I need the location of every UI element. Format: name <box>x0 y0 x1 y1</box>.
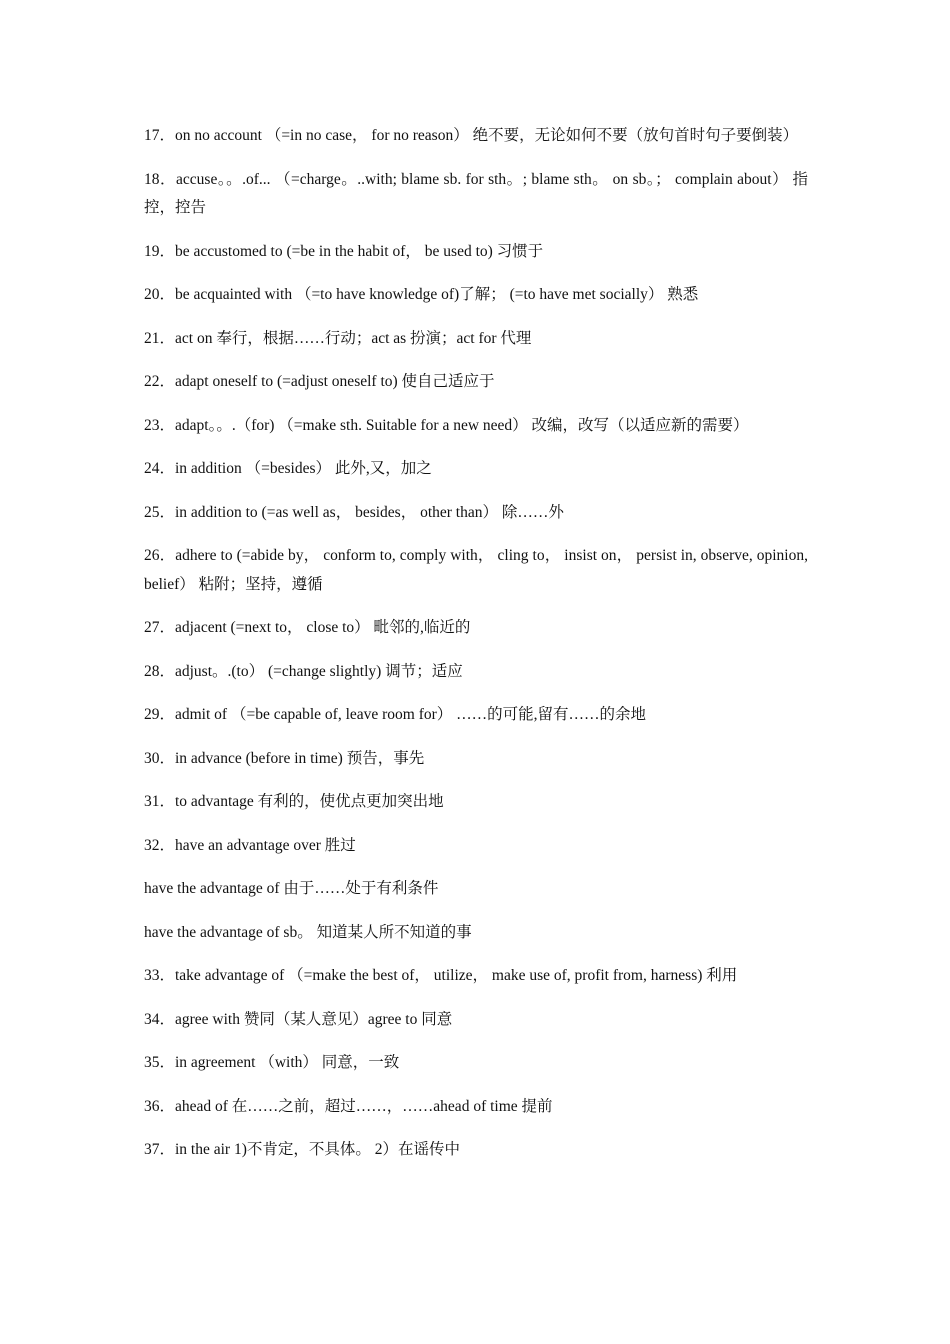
entry-24: 24．in addition （=besides） 此外,又，加之 <box>144 460 432 477</box>
entry-37: 37．in the air 1)不肯定，不具体。 2）在谣传中 <box>144 1141 461 1158</box>
entry-28: 28．adjust。.(to） (=change slightly) 调节；适应 <box>144 662 463 680</box>
entry-36: 36．ahead of 在……之前，超过……，……ahead of time 提前 <box>144 1097 553 1115</box>
entry-21: 21．act on 奉行，根据……行动；act as 扮演；act for 代理 <box>144 329 532 347</box>
entry-32-sub-1: have the advantage of 由于……处于有利条件 <box>144 880 439 897</box>
entry-32-sub-2: have the advantage of sb。 知道某人所不知道的事 <box>144 923 472 941</box>
entry-29: 29．admit of （=be capable of, leave room for） ……的可能,留有……的余地 <box>144 706 647 723</box>
entry-31: 31．to advantage 有利的，使优点更加突出地 <box>144 793 444 810</box>
entry-33: 33．take advantage of （=make the best of， utilize， make use of, profit from, harness) 利用 <box>144 967 738 984</box>
entry-26: 26．adhere to (=abide by， conform to, comply with， cling to， insist on， persist in, observe, opinion, belief） 粘附；坚持，遵循 <box>144 547 808 593</box>
entry-27: 27．adjacent (=next to， close to） 毗邻的,临近的 <box>144 619 471 636</box>
entry-17: 17．on no account （=in no case， for no reason） 绝不要，无论如何不要（放句首时句子要倒装） <box>144 127 799 144</box>
entry-22: 22．adapt oneself to (=adjust oneself to) 使自己适应于 <box>144 373 495 390</box>
entry-19: 19．be accustomed to (=be in the habit of， be used to) 习惯于 <box>144 242 544 260</box>
entry-20: 20．be acquainted with （=to have knowledge of)了解； (=to have met socially） 熟悉 <box>144 286 699 303</box>
entry-34: 34．agree with 赞同（某人意见）agree to 同意 <box>144 1010 453 1028</box>
entry-32: 32．have an advantage over 胜过 <box>144 836 356 854</box>
entry-18: 18．accuse。。.of... （=charge。..with; blame sb. for sth。; blame sth。 on sb。； complain about） 指控，控告 <box>144 170 808 216</box>
entry-25: 25．in addition to (=as well as， besides， other than） 除……外 <box>144 503 564 521</box>
entry-30: 30．in advance (before in time) 预告，事先 <box>144 749 425 767</box>
entry-23: 23．adapt。。.（for) （=make sth. Suitable for a new need） 改编，改写（以适应新的需要） <box>144 416 749 434</box>
entry-35: 35．in agreement （with） 同意，一致 <box>144 1054 400 1071</box>
document-page <box>144 122 808 1180</box>
